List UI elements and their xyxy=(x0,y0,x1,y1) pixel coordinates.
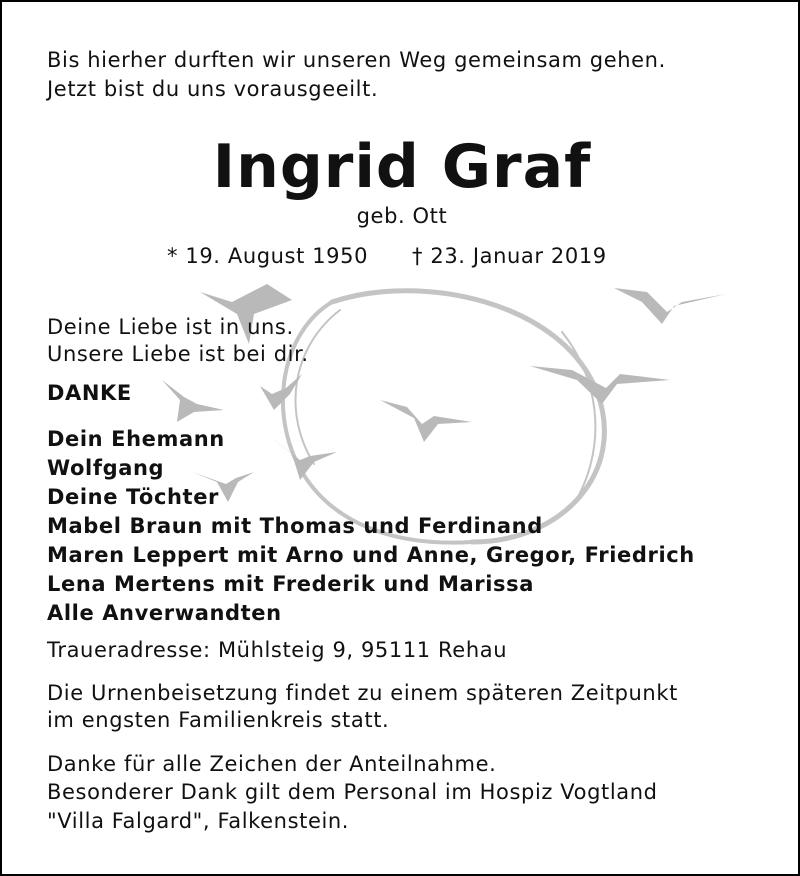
bird-silhouette xyxy=(380,400,472,442)
mourning-address: Traueradresse: Mühlsteig 9, 95111 Rehau xyxy=(47,638,508,662)
intro-line: Bis hierher durften wir unseren Weg gemeinsam gehen. xyxy=(47,48,666,72)
bird-silhouette xyxy=(224,362,302,410)
birth-name: geb. Ott xyxy=(356,204,448,228)
burial-line: Die Urnenbeisetzung findet zu einem späteren Zeitpunkt xyxy=(47,681,678,705)
mourner-line: Wolfgang xyxy=(47,456,165,480)
thanks-heading: DANKE xyxy=(47,381,132,405)
brush-circle-arc xyxy=(332,291,604,542)
death-date: † 23. Januar 2019 xyxy=(412,244,607,268)
bird-silhouette xyxy=(614,288,726,324)
intro-line: Jetzt bist du uns vorausgeeilt. xyxy=(47,77,379,101)
birth-date: * 19. August 1950 xyxy=(167,244,369,268)
bird-silhouette xyxy=(530,366,670,404)
love-line: Deine Liebe ist in uns. xyxy=(47,315,294,339)
mourner-line: Mabel Braun mit Thomas und Ferdinand xyxy=(47,514,543,538)
burial-line: im engsten Familienkreis statt. xyxy=(47,708,390,732)
closing-line: "Villa Falgard", Falkenstein. xyxy=(47,809,350,833)
closing-line: Danke für alle Zeichen der Anteilnahme. xyxy=(47,752,497,776)
mourner-line: Lena Mertens mit Frederik und Marissa xyxy=(47,572,534,596)
mourner-line: Alle Anverwandten xyxy=(47,601,282,625)
bird-silhouette xyxy=(162,380,224,422)
love-line: Unsere Liebe ist bei dir. xyxy=(47,342,309,366)
mourner-line: Dein Ehemann xyxy=(47,427,225,451)
closing-line: Besonderer Dank gilt dem Personal im Hospiz Vogtland xyxy=(47,780,658,804)
mourner-line: Maren Leppert mit Arno und Anne, Gregor, Friedrich xyxy=(47,543,695,567)
deceased-name: Ingrid Graf xyxy=(212,132,592,202)
mourner-line: Deine Töchter xyxy=(47,485,219,509)
